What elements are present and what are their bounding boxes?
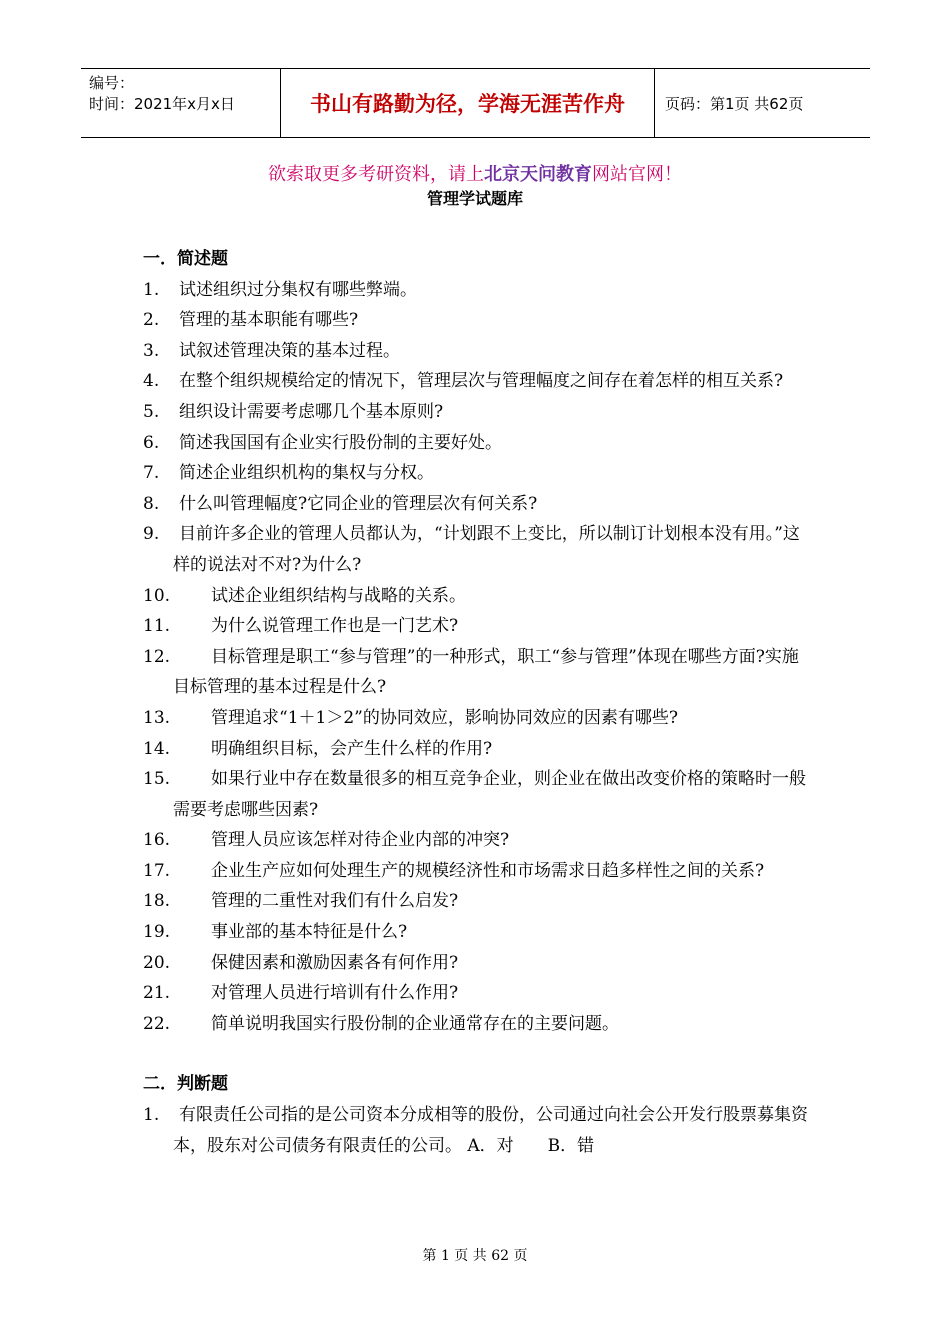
question-item	[143, 825, 808, 856]
question-text: 试叙述管理决策的基本过程。	[179, 340, 400, 361]
question-item	[143, 581, 808, 612]
question-text: 为什么说管理工作也是一门艺术?	[211, 616, 459, 637]
question-number: 7.	[143, 463, 160, 484]
promo-brand: 北京天问教育	[484, 164, 592, 185]
question-text: 试述组织过分集权有哪些弊端。	[179, 279, 417, 300]
header-motto: 书山有路勤为径，学海无涯苦作舟	[281, 69, 655, 137]
question-item	[143, 305, 808, 336]
question-item	[143, 856, 808, 887]
question-number: 19.	[143, 922, 171, 943]
question-number: 2.	[143, 310, 160, 331]
question-text: 保健因素和激励因素各有何作用?	[211, 952, 459, 973]
question-number: 3.	[143, 340, 160, 361]
question-item	[143, 397, 808, 428]
question-item	[143, 489, 808, 520]
question-number: 6.	[143, 432, 160, 453]
question-item	[143, 703, 808, 734]
question-item	[143, 519, 808, 580]
question-number: 14.	[143, 738, 171, 759]
question-item	[143, 275, 808, 306]
question-item	[143, 917, 808, 948]
header-page-info: 页码：第1页 共62页	[665, 94, 804, 113]
question-text: 有限责任公司指的是公司资本分成相等的股份，公司通过向社会公开发行股票募集资本，股东对公司债务有限责任的公司。 A．对 B．错	[173, 1105, 808, 1156]
question-number: 21.	[143, 983, 171, 1004]
question-text: 管理的二重性对我们有什么启发?	[211, 891, 459, 912]
question-text: 简述企业组织机构的集权与分权。	[179, 463, 434, 484]
question-text: 目标管理是职工“参与管理”的一种形式，职工“参与管理”体现在哪些方面?实施目标管理的基本过程是什么?	[173, 646, 799, 698]
question-item	[143, 642, 808, 703]
section-heading-true-false: 二．判断题	[143, 1074, 228, 1095]
question-number: 1.	[143, 1105, 160, 1126]
question-text: 目前许多企业的管理人员都认为，“计划跟不上变比，所以制订计划根本没有用。”这样的说法对不对?为什么?	[173, 524, 800, 575]
header-id-label: 编号：	[89, 74, 135, 92]
document-body	[143, 244, 808, 1161]
question-text: 对管理人员进行培训有什么作用?	[211, 983, 459, 1004]
section-heading-short-answer: 一．简述题	[143, 249, 228, 269]
question-number: 17.	[143, 860, 171, 881]
question-text: 明确组织目标，会产生什么样的作用?	[211, 738, 493, 759]
question-text: 如果行业中存在数量很多的相互竞争企业，则企业在做出改变价格的策略时一般需要考虑哪些因素?	[173, 769, 806, 820]
question-number: 16.	[143, 830, 171, 851]
question-item	[143, 1009, 808, 1040]
question-text: 管理追求“1＋1＞2”的协同效应，影响协同效应的因素有哪些?	[211, 707, 678, 728]
question-number: 13.	[143, 707, 171, 728]
question-text: 组织设计需要考虑哪几个基本原则?	[179, 401, 444, 422]
question-item	[143, 366, 808, 397]
true-false-list	[143, 1100, 808, 1161]
question-text: 管理的基本职能有哪些?	[179, 310, 359, 331]
question-number: 8.	[143, 493, 160, 514]
question-item	[143, 764, 808, 825]
question-number: 18.	[143, 891, 171, 912]
question-text: 事业部的基本特征是什么?	[211, 922, 408, 943]
question-number: 15.	[143, 769, 171, 790]
question-number: 10.	[143, 585, 171, 606]
question-item	[143, 948, 808, 979]
question-text: 简单说明我国实行股份制的企业通常存在的主要问题。	[211, 1013, 619, 1034]
question-item	[143, 336, 808, 367]
question-number: 12.	[143, 646, 171, 667]
question-text: 管理人员应该怎样对待企业内部的冲突?	[211, 830, 510, 851]
question-item	[143, 734, 808, 765]
question-item	[143, 978, 808, 1009]
header-time-label: 时间：2021年x月x日	[89, 95, 235, 113]
question-number: 5.	[143, 401, 160, 422]
question-item	[143, 611, 808, 642]
question-text: 什么叫管理幅度?它同企业的管理层次有何关系?	[179, 493, 538, 514]
question-item	[143, 1100, 808, 1161]
question-text: 简述我国国有企业实行股份制的主要好处。	[179, 432, 502, 453]
page-footer: 第 1 页 共 62 页	[422, 1248, 528, 1264]
question-number: 9.	[143, 524, 160, 545]
question-item	[143, 428, 808, 459]
document-title: 管理学试题库	[426, 189, 523, 208]
page-header	[81, 68, 870, 138]
question-item	[143, 458, 808, 489]
question-number: 11.	[143, 616, 171, 637]
question-text: 在整个组织规模给定的情况下，管理层次与管理幅度之间存在着怎样的相互关系?	[179, 371, 784, 392]
promo-line	[0, 160, 950, 186]
promo-suffix: 网站官网！	[592, 164, 682, 185]
question-number: 22.	[143, 1013, 171, 1034]
short-answer-list	[143, 275, 808, 1040]
question-text: 试述企业组织结构与战略的关系。	[211, 585, 466, 606]
question-item	[143, 886, 808, 917]
question-text: 企业生产应如何处理生产的规模经济性和市场需求日趋多样性之间的关系?	[211, 860, 765, 881]
question-number: 20.	[143, 952, 171, 973]
question-number: 1.	[143, 279, 160, 300]
section-gap	[143, 1039, 808, 1069]
header-meta	[81, 69, 281, 137]
promo-prefix: 欲索取更多考研资料，请上	[268, 164, 484, 185]
question-number: 4.	[143, 371, 160, 392]
